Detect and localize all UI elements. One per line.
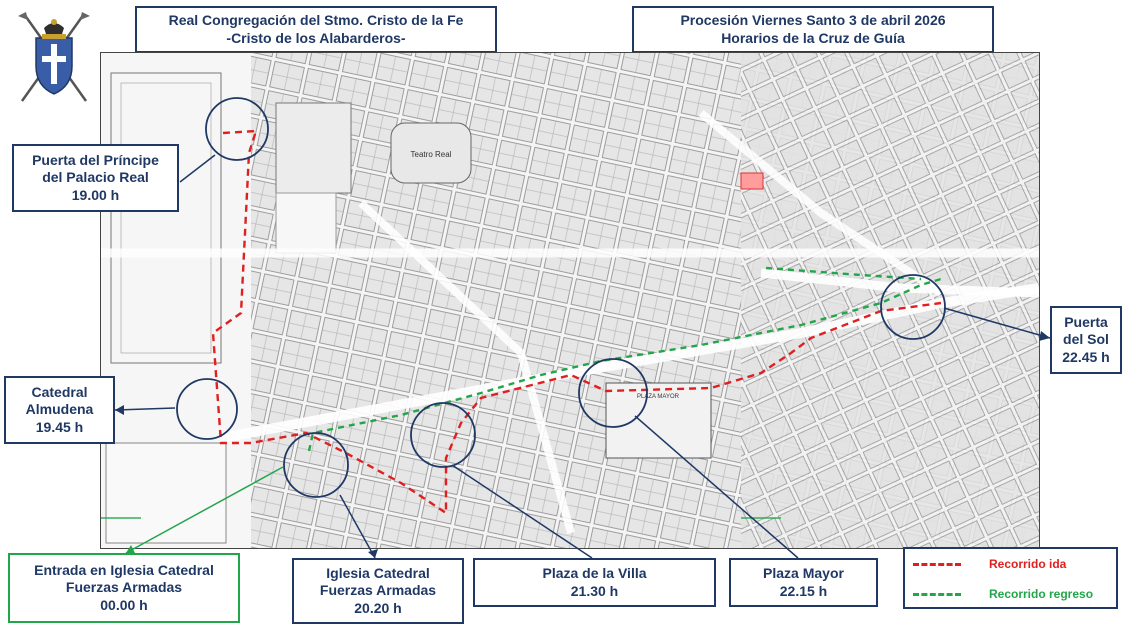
legend-outward-swatch — [913, 563, 961, 566]
stop-plaza-mayor — [729, 558, 878, 607]
legend-return-swatch — [913, 593, 961, 596]
teatro-real-label: Teatro Real — [410, 150, 452, 159]
coat-of-arms-icon — [14, 6, 94, 106]
legend-return-row — [913, 587, 1110, 601]
legend-return-label: Recorrido regreso — [989, 587, 1094, 601]
stop-puerta-sol — [1050, 306, 1122, 374]
stop-iglesia-catedral-name-2: Fuerzas Armadas — [319, 582, 437, 599]
stop-puerta-principe — [12, 144, 179, 212]
stop-catedral-almudena-name-2: Almudena — [25, 401, 94, 418]
route-legend — [903, 547, 1118, 609]
street-map — [100, 52, 1040, 549]
plaza-mayor-map-label: PLAZA MAYOR — [637, 394, 679, 400]
stop-iglesia-catedral-time: 20.20 h — [354, 599, 402, 616]
stop-puerta-sol-time: 22.45 h — [1062, 348, 1110, 365]
brotherhood-subtitle: -Cristo de los Alabarderos- — [226, 29, 406, 46]
stop-plaza-mayor-name: Plaza Mayor — [763, 565, 844, 581]
street-map-drawing — [101, 53, 1039, 548]
stop-entrada-iglesia-name: Entrada en Iglesia Catedral — [34, 561, 214, 578]
stop-entrada-iglesia-time: 00.00 h — [100, 596, 148, 613]
stop-puerta-principe-time: 19.00 h — [71, 186, 120, 203]
stop-puerta-principe-name-2: del Palacio Real — [42, 169, 149, 186]
stop-puerta-sol-name: Puerta — [1064, 313, 1108, 330]
stop-plaza-villa — [473, 558, 716, 607]
stop-entrada-iglesia-name-2: Fuerzas Armadas — [65, 579, 183, 596]
stop-catedral-almudena-time: 19.45 h — [35, 418, 84, 435]
stop-plaza-mayor-time: 22.15 h — [779, 582, 828, 599]
stop-plaza-villa-time: 21.30 h — [570, 582, 619, 599]
brotherhood-title-box — [135, 6, 497, 53]
stop-catedral-almudena-name: Catedral — [31, 383, 88, 400]
stop-plaza-villa-name: Plaza de la Villa — [542, 565, 647, 581]
legend-outward-row — [913, 557, 1110, 571]
legend-outward-label: Recorrido ida — [989, 557, 1067, 571]
stop-iglesia-catedral-name: Iglesia Catedral — [326, 564, 430, 581]
event-title: Procesión Viernes Santo 3 de abril 2026 — [680, 12, 946, 28]
stop-puerta-principe-name: Puerta del Príncipe — [32, 151, 159, 168]
event-title-box — [632, 6, 994, 53]
stop-entrada-iglesia — [8, 553, 240, 623]
stop-puerta-sol-name-2: del Sol — [1063, 331, 1109, 348]
stop-iglesia-catedral — [292, 558, 464, 624]
event-subtitle: Horarios de la Cruz de Guía — [721, 29, 905, 46]
stop-catedral-almudena — [4, 376, 115, 444]
brotherhood-title: Real Congregación del Stmo. Cristo de la Fe — [168, 12, 464, 28]
